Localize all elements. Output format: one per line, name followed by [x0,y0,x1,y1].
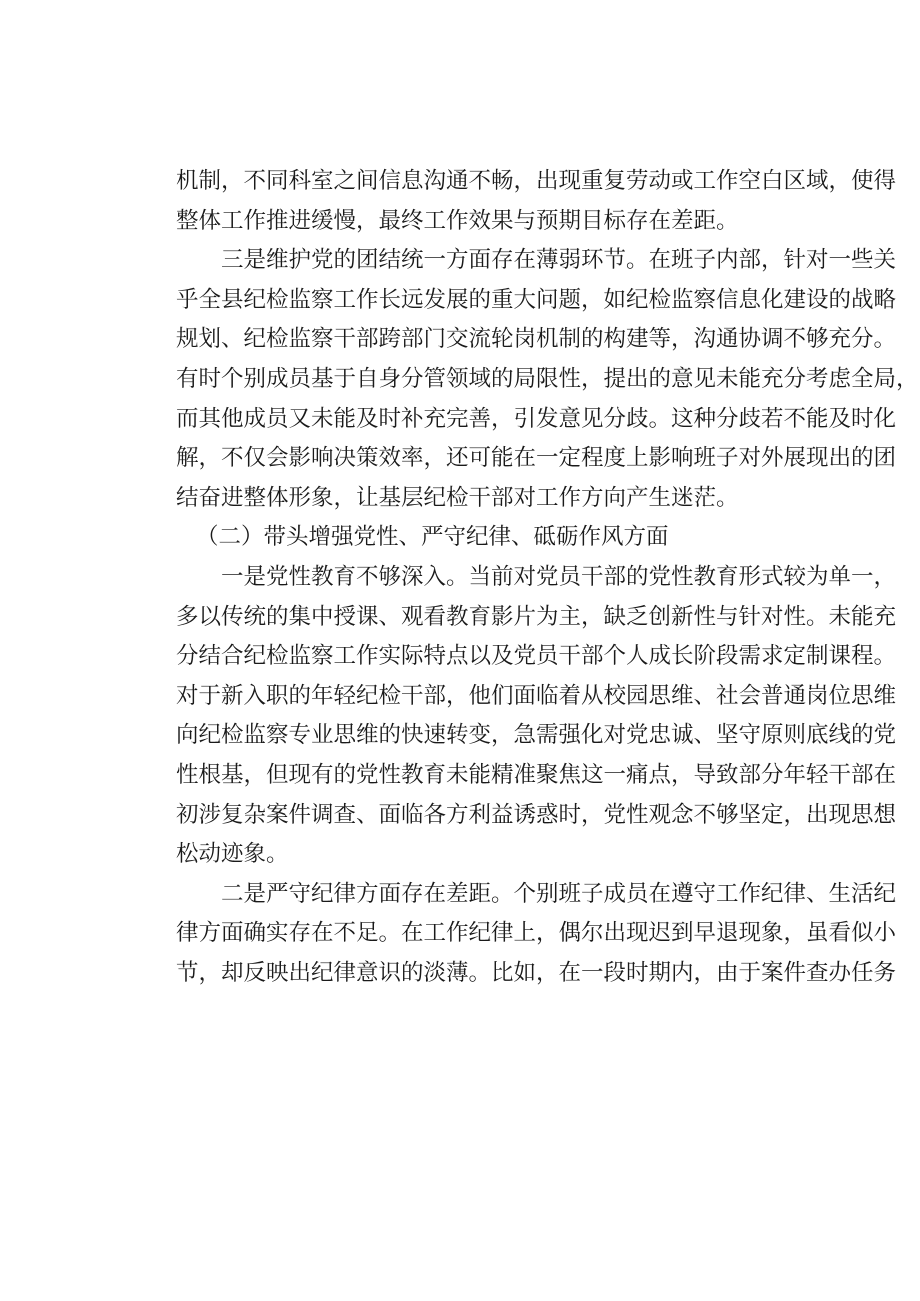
text-line: 乎全县纪检监察工作长远发展的重大问题，如纪检监察信息化建设的战略 [176,286,897,313]
text-line: 一是党性教育不够深入。当前对党员干部的党性教育形式较为单一， [221,563,897,590]
text-line: 结奋进整体形象，让基层纪检干部对工作方向产生迷茫。 [176,484,739,511]
text-line: 机制，不同科室之间信息沟通不畅，出现重复劳动或工作空白区域，使得 [176,168,897,194]
text-line: 多以传统的集中授课、观看教育影片为主，缺乏创新性与针对性。未能充 [176,603,897,630]
text-line: 节，却反映出纪律意识的淡薄。比如，在一段时期内，由于案件查办任务 [176,959,897,986]
text-line: 对于新入职的年轻纪检干部，他们面临着从校园思维、社会普通岗位思维 [176,682,897,709]
text-line: 规划、纪检监察干部跨部门交流轮岗机制的构建等，沟通协调不够充分。 [176,326,897,353]
text-line: 性根基，但现有的党性教育未能精准聚焦这一痛点，导致部分年轻干部在 [176,761,897,788]
document-body [176,162,919,993]
text-line: 解，不仅会影响决策效率，还可能在一定程度上影响班子对外展现出的团 [176,445,897,472]
text-line: 而其他成员又未能及时补充完善，引发意见分歧。这种分歧若不能及时化 [176,405,897,432]
text-line: 向纪检监察专业思维的快速转变，急需强化对党忠诚、坚守原则底线的党 [176,722,897,749]
section-heading-text: （二）带头增强党性、严守纪律、砥砺作风方面 [196,524,669,551]
paragraph-second-point [176,875,897,994]
paragraph-first-point [176,558,897,875]
text-line: 二是严守纪律方面存在差距。个别班子成员在遵守工作纪律、生活纪 [221,880,897,907]
text-line: 松动迹象。 [176,841,289,868]
text-line: 有时个别成员基于自身分管领域的局限性，提出的意见未能充分考虑全局， [176,365,919,392]
paragraph-third-point [176,241,919,518]
text-line: 初涉复杂案件调查、面临各方利益诱惑时，党性观念不够坚定，出现思想 [176,801,897,828]
text-line: 分结合纪检监察工作实际特点以及党员干部个人成长阶段需求定制课程。 [176,643,897,670]
text-line: 整体工作推进缓慢，最终工作效果与预期目标存在差距。 [176,207,739,234]
text-line: 三是维护党的团结统一方面存在薄弱环节。在班子内部，针对一些关 [221,247,897,274]
paragraph-continuation [176,162,897,241]
section-heading [176,518,828,558]
text-line: 律方面确实存在不足。在工作纪律上，偶尔出现迟到早退现象，虽看似小 [176,920,897,947]
